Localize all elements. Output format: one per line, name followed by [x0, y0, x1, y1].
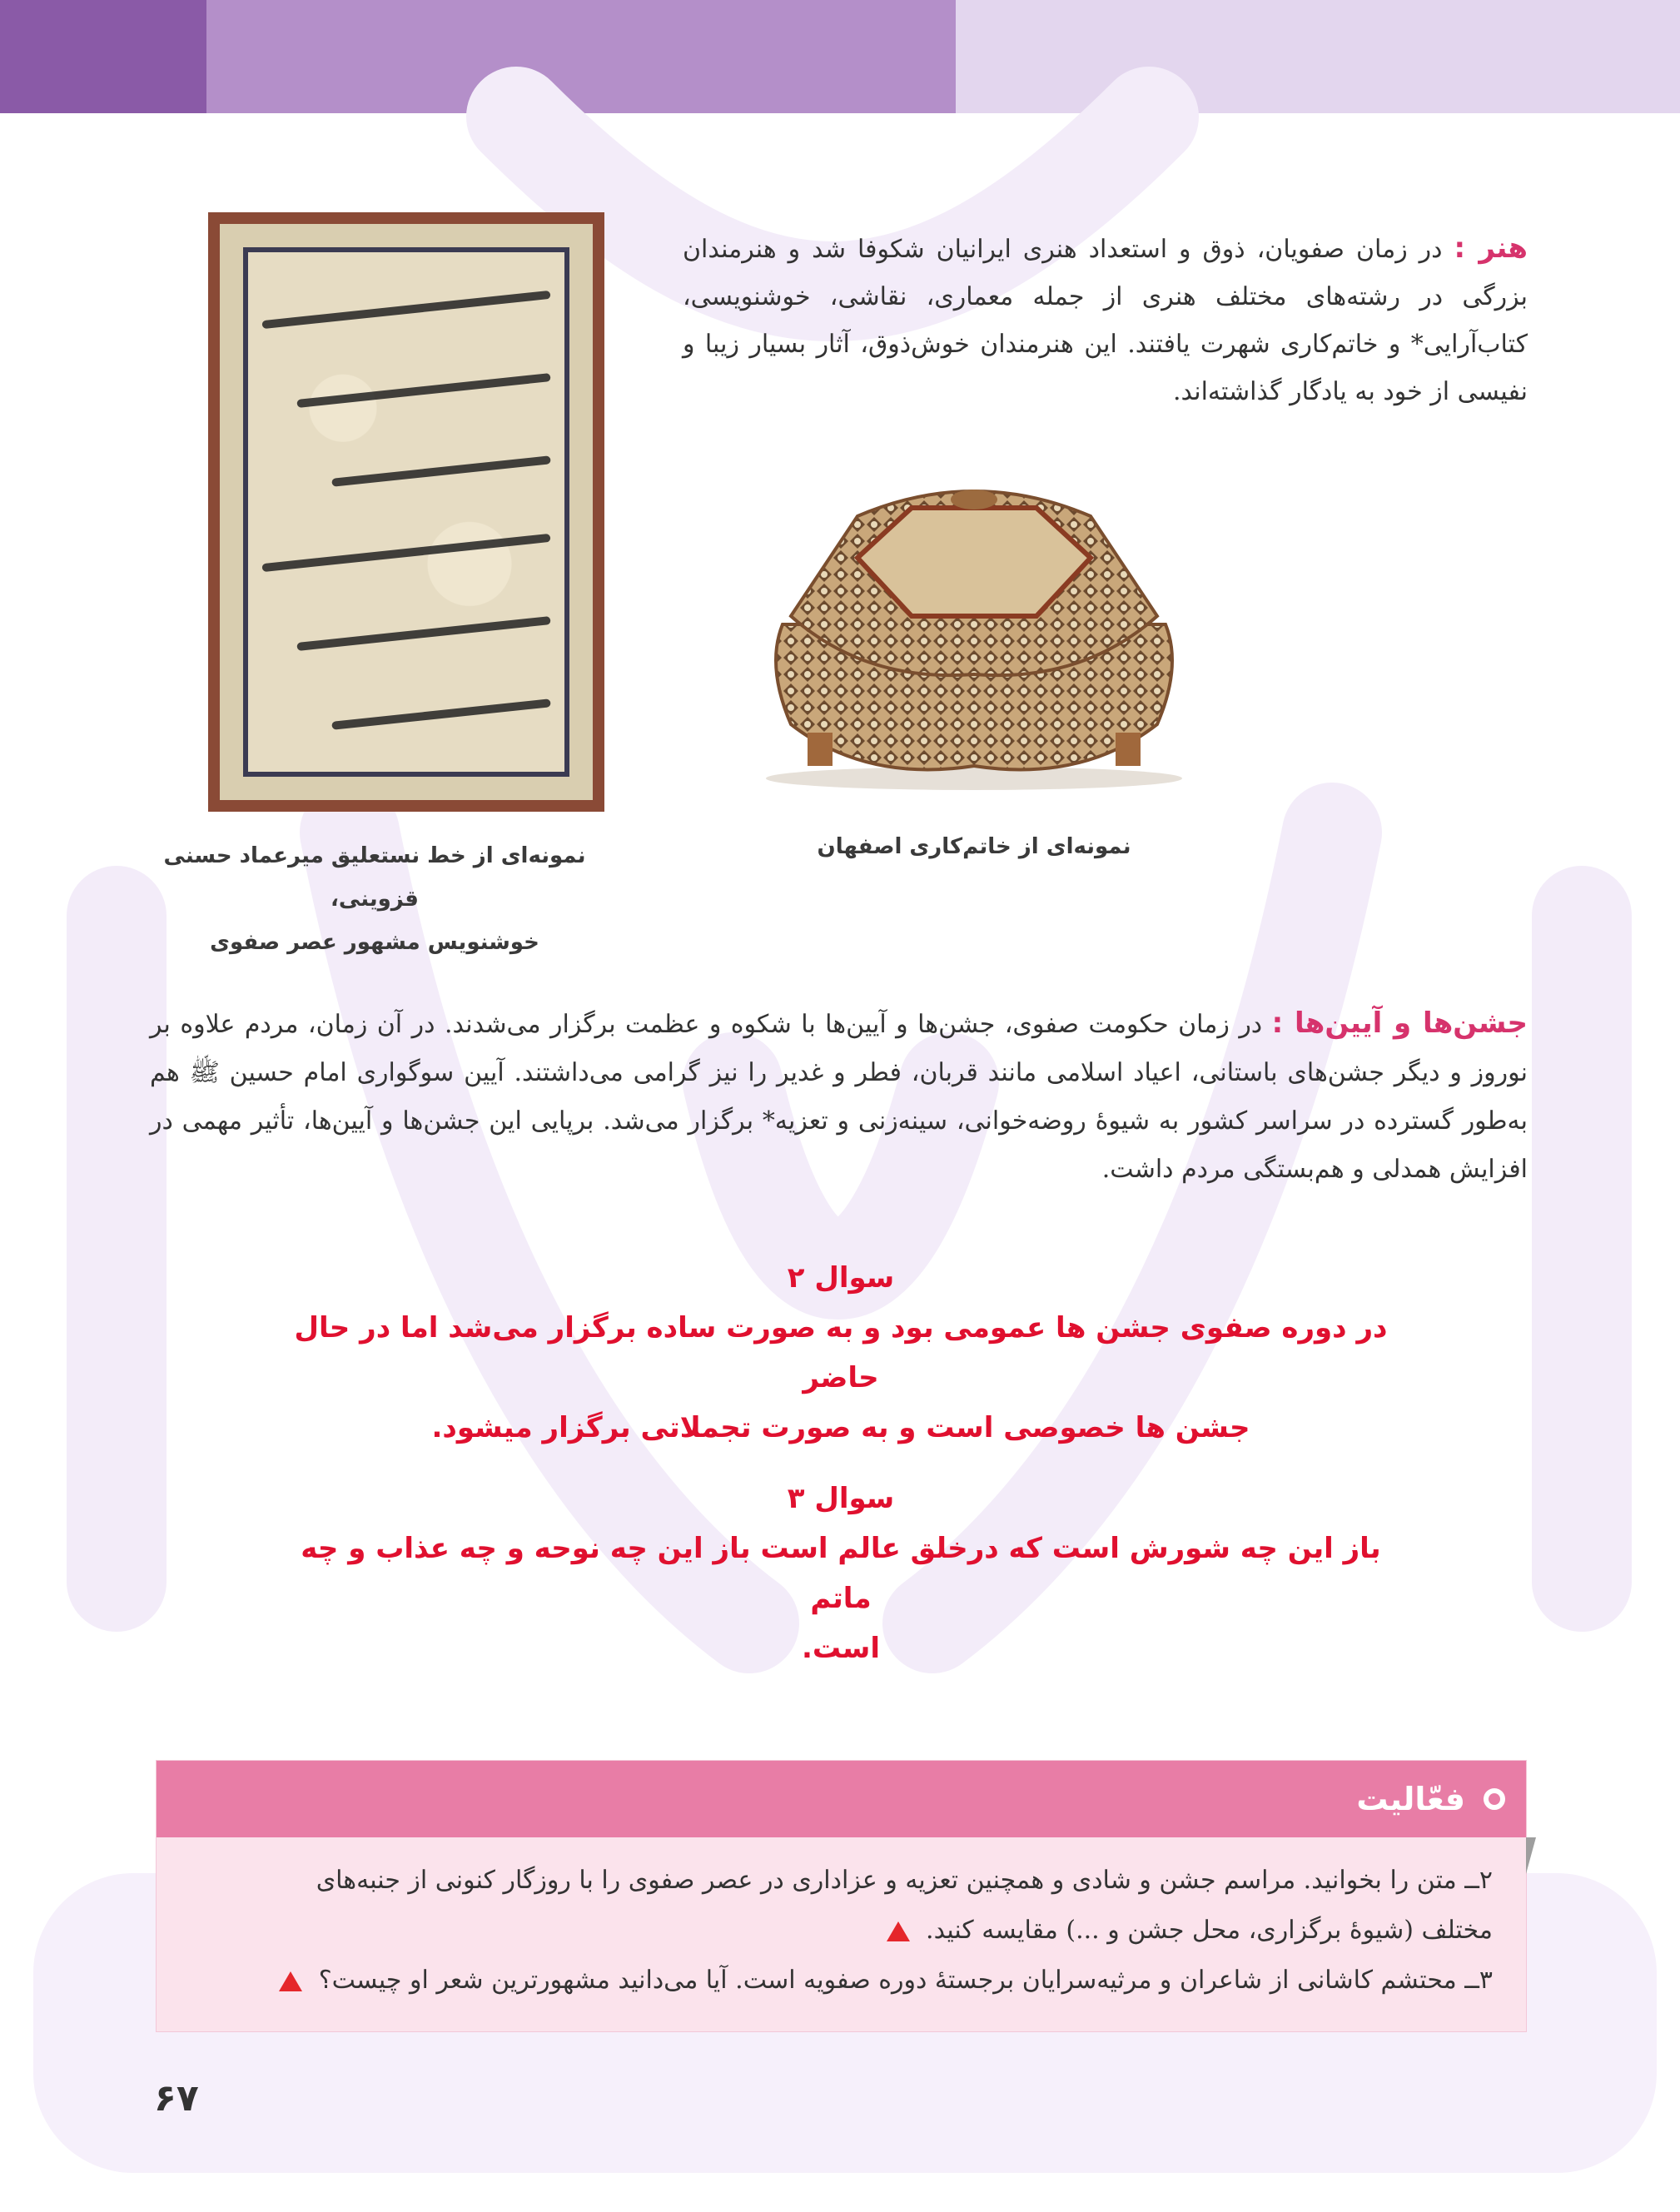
calligraphy-image [208, 212, 604, 812]
question-2-answer-line-2: جشن ها خصوصی است و به صورت تجملاتی برگزار میشود. [431, 1411, 1250, 1444]
art-heading: هنر : [1454, 231, 1528, 265]
activity-item-2-line-2-wrap [190, 1906, 1493, 1956]
red-triangle-icon [887, 1921, 910, 1941]
question-3-block [266, 1474, 1415, 1673]
calligraphy-caption-line-2: خوشنویس مشهور عصر صفوی [210, 930, 539, 955]
question-3-answer-line-2: است. [802, 1632, 880, 1665]
activity-item-2-line-1: ۲ــ متن را بخوانید. مراسم جشن و شادی و همچنین تعزیه و عزاداری در عصر صفوی را با روزگار کنونی از جنبه‌های [316, 1866, 1493, 1895]
festivals-paragraph [150, 999, 1528, 1194]
question-3-answer-line-1: باز این چه شورش است که درخلق عالم است باز این چه نوحه و چه عذاب و چه ماتم [301, 1532, 1381, 1615]
question-2-answer-line-1: در دوره صفوی جشن ها عمومی بود و به صورت ساده برگزار می‌شد اما در حال حاضر [294, 1311, 1388, 1394]
page-number: ۶۷ [154, 2077, 199, 2120]
activity-items [157, 1837, 1526, 2006]
calligraphy-caption [142, 834, 608, 964]
bullet-circle-icon [1484, 1788, 1505, 1810]
box-caption: نمونه‌ای از خاتم‌کاری اصفهان [817, 834, 1131, 859]
activity-item-3: ۳ــ محتشم کاشانی از شاعران و مرثیه‌سرایان برجستهٔ دوره صفویه است. آیا می‌دانید مشهورترین شعر او چیست؟ [318, 1966, 1493, 1995]
activity-header [157, 1761, 1526, 1837]
activity-item-2-line-2: مختلف (شیوهٔ برگزاری، محل جشن و ...) مقایسه کنید. [926, 1916, 1493, 1945]
calligraphy-caption-line-1: نمونه‌ای از خط نستعلیق میرعماد حسنی قزوینی، [163, 843, 586, 912]
question-2-block [266, 1253, 1415, 1453]
question-3-title: سوال ۳ [787, 1482, 895, 1515]
activity-label: فعّالیت [1356, 1781, 1465, 1817]
khatam-box-image [733, 450, 1215, 791]
festivals-text: در زمان حکومت صفوی، جشن‌ها و آیین‌ها با شکوه و عظمت برگزار می‌شدند. در آن زمان، مردم علاوه بر نوروز و دیگر جشن‌های باستانی، اعیاد اسلامی مانند قربان، فطر و غدیر را نیز گرامی می‌داشتند. آیین سوگواری امام حسین ﷺ هم به‌طور گسترده در سراسر کشور به شیوهٔ روضه‌خوانی، سینه‌زنی و تعزیه* برگزار می‌شد. برپایی این جشن‌ها و آیین‌ها، تأثیر مهمی در افزایش همدلی و هم‌بستگی مردم داشت. [150, 1010, 1528, 1184]
activity-item-3-wrap [190, 1956, 1493, 2006]
corner-fold-decoration [1526, 1837, 1536, 1874]
red-triangle-icon [279, 1971, 302, 1991]
activity-box [157, 1761, 1526, 2031]
art-paragraph [683, 225, 1528, 415]
question-2-title: سوال ۲ [787, 1261, 895, 1295]
festivals-heading: جشن‌ها و آیین‌ها : [1271, 1007, 1528, 1040]
art-text: در زمان صفویان، ذوق و استعداد هنری ایرانیان شکوفا شد و هنرمندان بزرگی در رشته‌های مختلف هنری از جمله معماری، نقاشی، خوشنویسی، کتاب‌آرایی* و خاتم‌کاری شهرت یافتند. این هنرمندان خوش‌ذوق، آثار بسیار زیبا و نفیسی از خود به یادگار گذاشته‌اند. [683, 235, 1528, 406]
